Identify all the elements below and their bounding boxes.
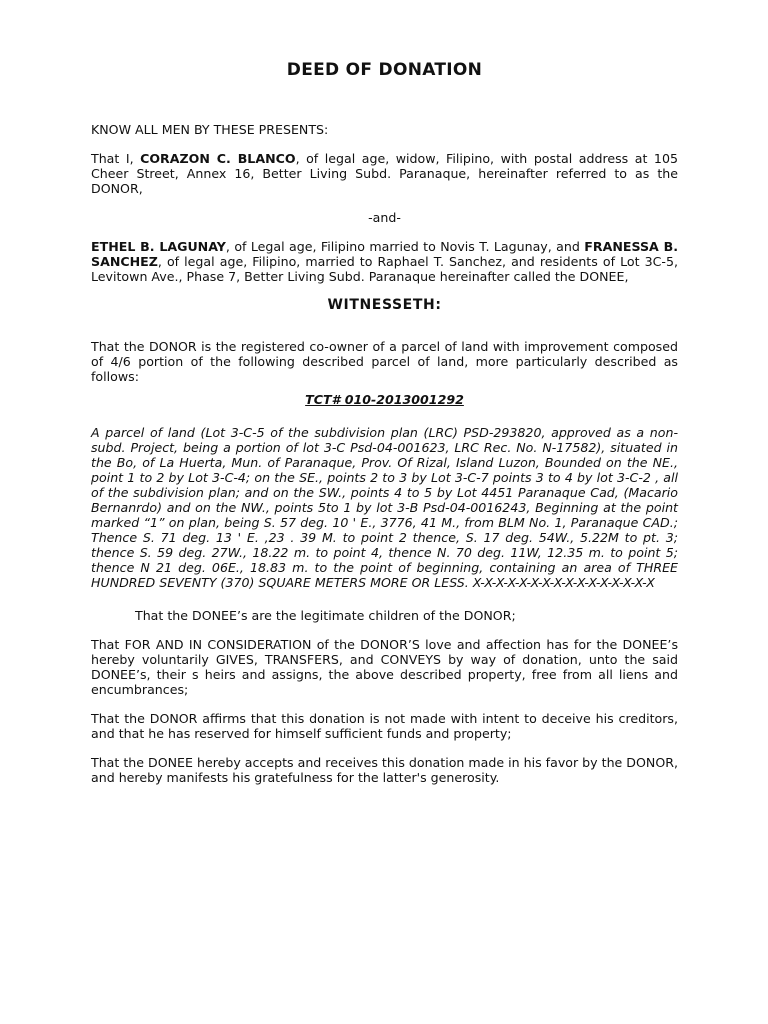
donor-name: CORAZON C. BLANCO — [140, 151, 296, 166]
consideration-paragraph: That FOR AND IN CONSIDERATION of the DONOR’S love and affection has for the DONEE’s hereby voluntarily GIVES, TRANSFERS, and CONVEYS by way of donation, unto the said DONEE’s, their s heirs and assigns, the above described property, free from all liens and encumbrances; — [91, 637, 678, 697]
document-title: DEED OF DONATION — [286, 60, 483, 80]
land-description: A parcel of land (Lot 3-C-5 of the subdivision plan (LRC) PSD-293820, approved as a non-subd. Project, being a portion of lot 3-C Psd-04-001623, LRC Rec. No. N-17582), situated in the Bo, of La Huerta, Mun. of Paranaque, Prov. Of Rizal, Island Luzon, Bounded on the NE., point 1 to 2 by Lot 3-C-4; on the SE., points 2 to 3 by Lot 3-C-7 points 3 to 4 by lot 3-C-2 , all of the subdivision plan; and on the SW., points 4 to 5 by Lot 4451 Paranaque Cad, (Macario Bernanrdo) and on the NW., points 5to 1 by lot 3-B Psd-04-0016243, Beginning at the point marked “1” on plan, being S. 57 deg. 10 ' E., 3776, 41 M., from BLM No. 1, Paranaque CAD.; Thence S. 71 deg. 13 ' E. ,23 . 39 M. to point 2 thence, S. 17 deg. 54W., 5.22M to pt. 3; thence S. 59 deg. 27W., 18.22 m. to point 4, thence N. 70 deg. 11W, 12.35 m. to point 5; thence N 21 deg. 06E., 18.83 m. to the point of beginning, containing an area of THREE HUNDRED SEVENTY (370) SQUARE METERS MORE OR LESS. X-X-X-X-X-X-X-X-X-X-X-X-X-X-X-X — [91, 425, 678, 590]
donee-name-2: FRANESSA B. SANCHEZ — [91, 239, 678, 269]
donor-paragraph — [91, 151, 678, 196]
acceptance-paragraph: That the DONEE hereby accepts and receives this donation made in his favor by the DONOR, and hereby manifests his gratefulness for the latter's generosity. — [91, 755, 678, 785]
affirmation-paragraph: That the DONOR affirms that this donation is not made with intent to deceive his creditors, and that he has reserved for himself sufficient funds and property; — [91, 711, 678, 741]
intro-line: KNOW ALL MEN BY THESE PRESENTS: — [91, 122, 329, 137]
and-separator: -and- — [368, 210, 401, 225]
donor-details: , of legal age, widow, Filipino, with postal address at 105 Cheer Street, Annex 16, Better Living Subd. Paranaque, hereinafter referred to as the DONOR, — [91, 151, 678, 196]
document-page — [91, 58, 678, 799]
witnesseth-heading: WITNESSETH: — [327, 297, 442, 313]
children-paragraph: That the DONEE’s are the legitimate children of the DONOR; — [135, 608, 516, 623]
donor-prefix: That I, — [91, 151, 141, 166]
donee-name-1: ETHEL B. LAGUNAY — [91, 239, 226, 254]
donee-details-1: , of Legal age, Filipino married to Novis T. Lagunay, and — [225, 239, 585, 254]
donee-details-2: , of legal age, Filipino, married to Raphael T. Sanchez, and residents of Lot 3C-5, Levitown Ave., Phase 7, Better Living Subd. Paranaque hereinafter called the DONEE, — [91, 254, 678, 284]
tct-number: TCT# 010-2013001292 — [305, 392, 464, 407]
donee-paragraph — [91, 239, 678, 284]
ownership-paragraph: That the DONOR is the registered co-owner of a parcel of land with improvement composed of 4/6 portion of the following described parcel of land, more particularly described as follows: — [91, 339, 678, 384]
